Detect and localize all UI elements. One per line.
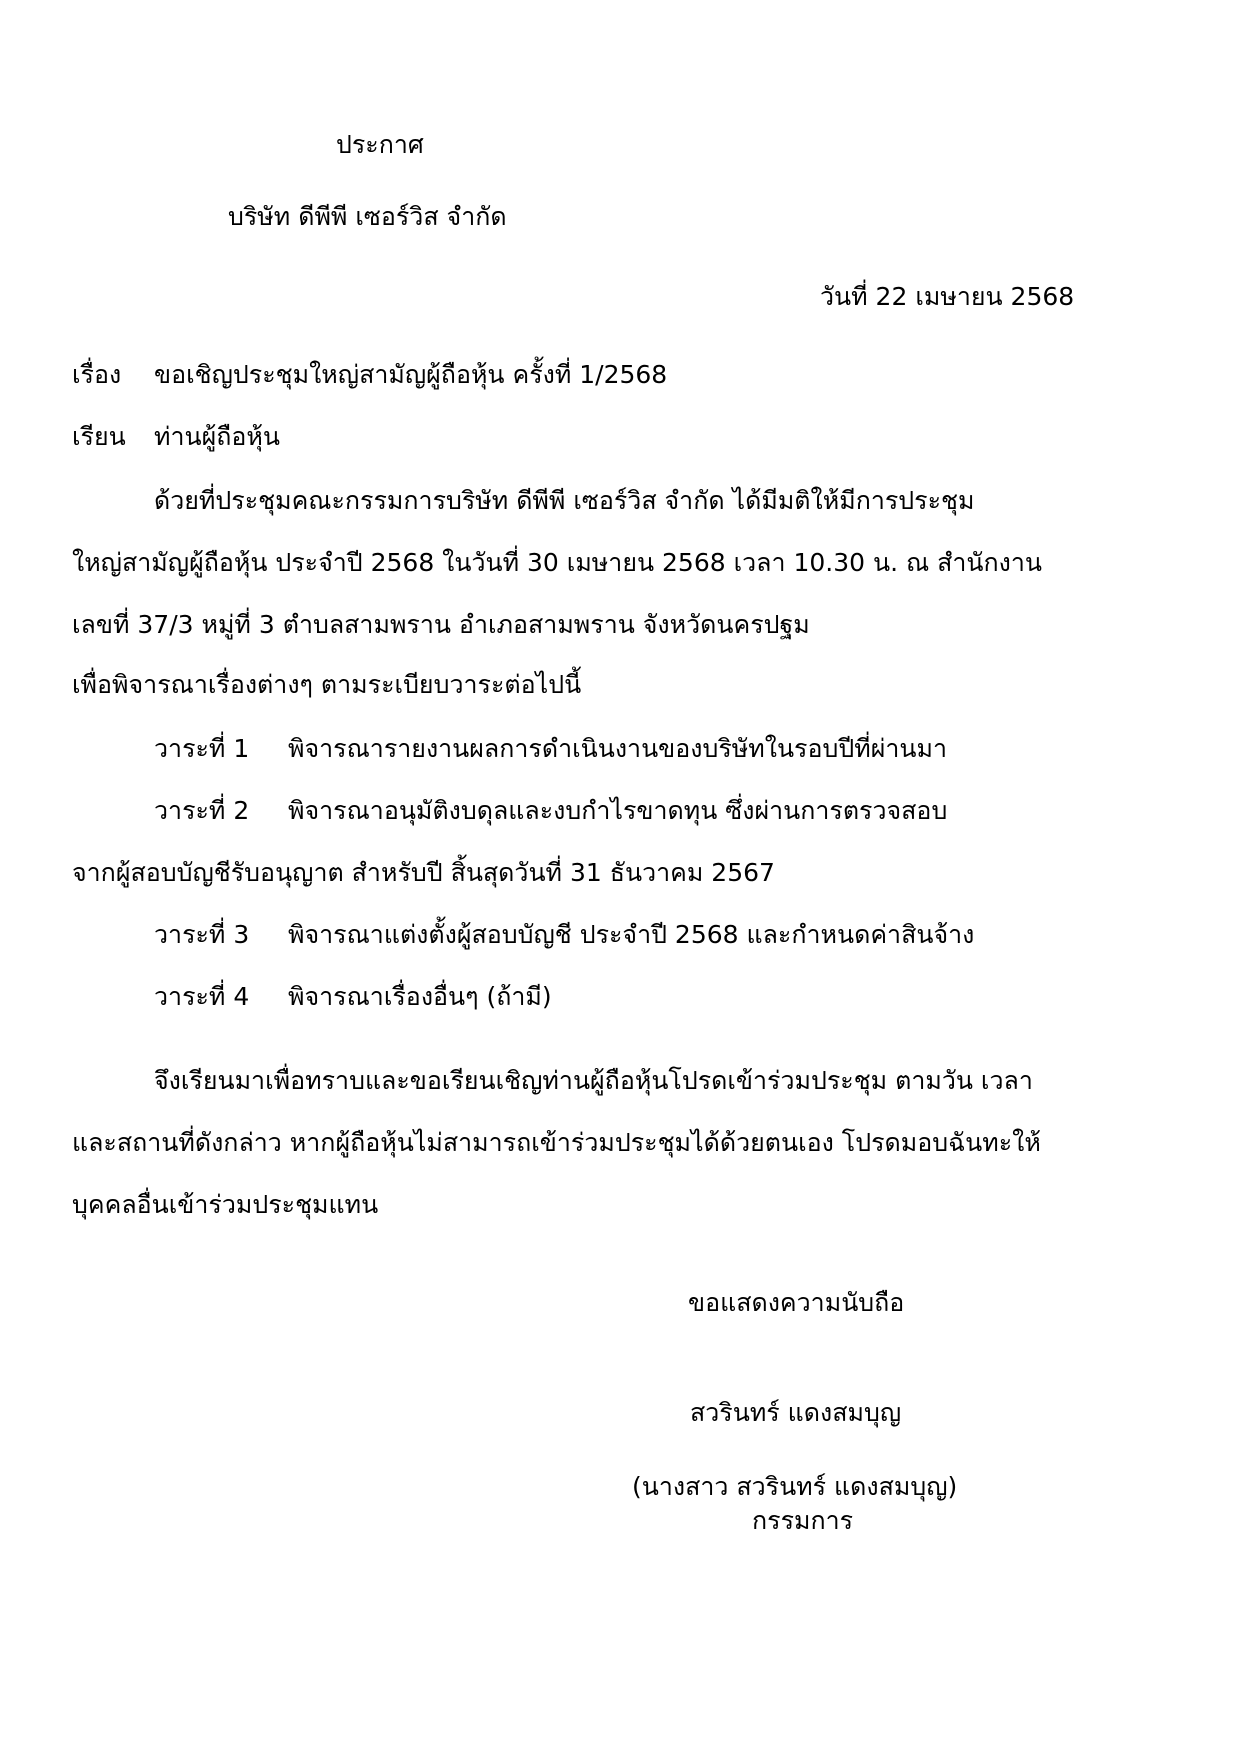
agenda-text: พิจารณาเรื่องอื่นๆ (ถ้ามี) <box>288 982 552 1011</box>
announcement-heading: ประกาศ <box>336 130 424 159</box>
intro-line-4: เพื่อพิจารณาเรื่องต่างๆ ตามระเบียบวาระต่อไปนี้ <box>72 670 582 699</box>
agenda-item-2-continuation: จากผู้สอบบัญชีรับอนุญาต สำหรับปี สิ้นสุดวันที่ 31 ธันวาคม 2567 <box>72 858 775 887</box>
subject-label: เรื่อง <box>72 360 122 389</box>
closing-line-3: บุคคลอื่นเข้าร่วมประชุมแทน <box>72 1190 379 1219</box>
signatory-position: กรรมการ <box>752 1506 854 1535</box>
recipient-label: เรียน <box>72 422 126 451</box>
agenda-item-3 <box>154 922 974 947</box>
closing-regards: ขอแสดงความนับถือ <box>688 1288 905 1317</box>
agenda-text: พิจารณารายงานผลการดำเนินงานของบริษัทในรอบปีที่ผ่านมา <box>288 734 947 763</box>
agenda-number: วาระที่ 4 <box>154 982 250 1011</box>
agenda-text: พิจารณาแต่งตั้งผู้สอบบัญชี ประจำปี 2568 และกำหนดค่าสินจ้าง <box>288 920 975 949</box>
agenda-text: พิจารณาอนุมัติงบดุลและงบกำไรขาดทุน ซึ่งผ่านการตรวจสอบ <box>288 796 948 825</box>
agenda-item-1 <box>154 736 947 761</box>
signatory-name: สวรินทร์ แดงสมบุญ <box>690 1398 902 1427</box>
agenda-number: วาระที่ 1 <box>154 734 250 763</box>
company-name: บริษัท ดีพีพี เซอร์วิส จำกัด <box>228 202 507 231</box>
signatory-full-name: (นางสาว สวรินทร์ แดงสมบุญ) <box>632 1472 958 1501</box>
recipient-line <box>72 424 280 449</box>
subject-line <box>72 362 667 387</box>
subject-text: ขอเชิญประชุมใหญ่สามัญผู้ถือหุ้น ครั้งที่ 1/2568 <box>154 360 668 389</box>
intro-line-1: ด้วยที่ประชุมคณะกรรมการบริษัท ดีพีพี เซอร์วิส จำกัด ได้มีมติให้มีการประชุม <box>154 486 975 515</box>
agenda-item-2 <box>154 798 947 823</box>
document-date: วันที่ 22 เมษายน 2568 <box>820 282 1075 311</box>
closing-line-2: และสถานที่ดังกล่าว หากผู้ถือหุ้นไม่สามารถเข้าร่วมประชุมได้ด้วยตนเอง โปรดมอบฉันทะให้ <box>72 1128 1041 1157</box>
agenda-number: วาระที่ 2 <box>154 796 250 825</box>
intro-line-3: เลขที่ 37/3 หมู่ที่ 3 ตำบลสามพราน อำเภอสามพราน จังหวัดนครปฐม <box>72 610 810 639</box>
intro-line-2: ใหญ่สามัญผู้ถือหุ้น ประจำปี 2568 ในวันที่ 30 เมษายน 2568 เวลา 10.30 น. ณ สำนักงาน <box>72 548 1042 577</box>
recipient-text: ท่านผู้ถือหุ้น <box>154 422 280 451</box>
closing-line-1: จึงเรียนมาเพื่อทราบและขอเรียนเชิญท่านผู้ถือหุ้นโปรดเข้าร่วมประชุม ตามวัน เวลา <box>154 1066 1033 1095</box>
agenda-item-4 <box>154 984 552 1009</box>
agenda-number: วาระที่ 3 <box>154 920 250 949</box>
